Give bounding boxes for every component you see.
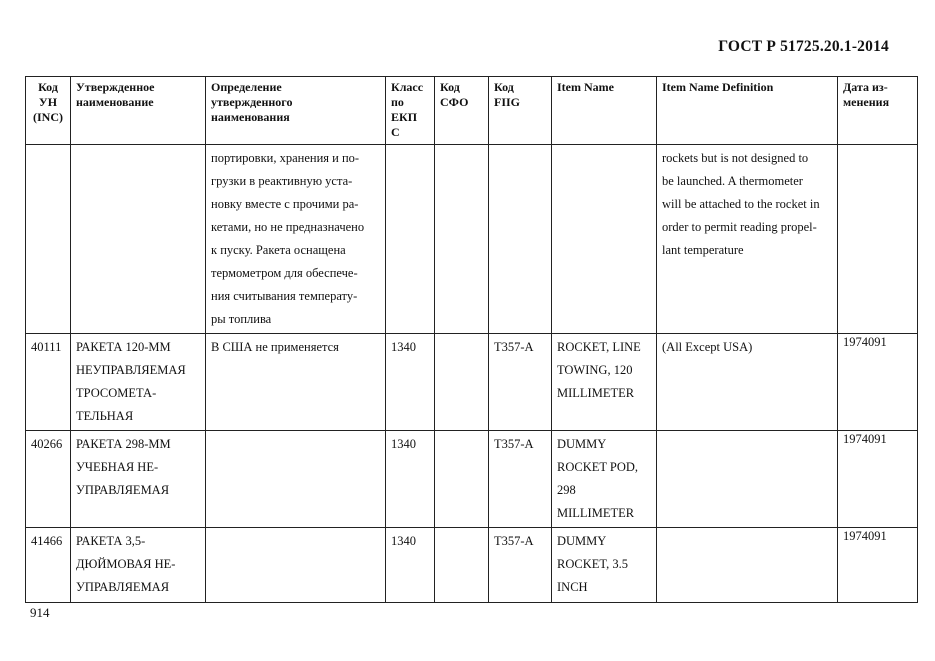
- cell-definition-ru: В США не применяется: [206, 334, 386, 431]
- cell-date: [838, 145, 918, 334]
- cell-inc: [26, 145, 71, 334]
- cell-inc: 40266: [26, 431, 71, 528]
- cell-item-name: ROCKET, LINE TOWING, 120 MILLIMETER: [552, 334, 657, 431]
- cell-item-name: DUMMY ROCKET, 3.5 INCH: [552, 528, 657, 603]
- cell-definition-ru: портировки, хранения и по- грузки в реактивную уста- новку вместе с прочими ра- кетами, но не предназначено к пуску. Ракета оснащена термометром для обеспече- ния считывания температу- ры топлива: [206, 145, 386, 334]
- cell-item-def: [657, 431, 838, 528]
- cell-item-def: rockets but is not designed to be launched. A thermometer will be attached to the rocket in order to permit reading propel- lant temperature: [657, 145, 838, 334]
- cell-fiig: T357-A: [489, 528, 552, 603]
- cell-class: 1340: [386, 431, 435, 528]
- cell-sfo: [435, 528, 489, 603]
- document-code: ГОСТ Р 51725.20.1-2014: [718, 38, 889, 55]
- cell-fiig: T357-A: [489, 334, 552, 431]
- cell-item-name: DUMMY ROCKET POD, 298 MILLIMETER: [552, 431, 657, 528]
- table-header-row: [26, 77, 918, 145]
- cell-date: 1974091: [838, 431, 918, 528]
- cell-approved-name: РАКЕТА 3,5- ДЮЙМОВАЯ НЕ- УПРАВЛЯЕМАЯ: [71, 528, 206, 603]
- cell-inc: 40111: [26, 334, 71, 431]
- cell-item-def: (All Except USA): [657, 334, 838, 431]
- col-header-approved-name: Утвержденное наименование: [71, 77, 206, 145]
- col-header-class: Класс по ЕКП С: [386, 77, 435, 145]
- table-row: [26, 528, 918, 603]
- col-header-date: Дата из- менения: [838, 77, 918, 145]
- col-header-definition: Определение утвержденного наименования: [206, 77, 386, 145]
- cell-definition-ru: [206, 528, 386, 603]
- cell-inc: 41466: [26, 528, 71, 603]
- cell-fiig: [489, 145, 552, 334]
- cell-date: 1974091: [838, 528, 918, 603]
- col-header-fiig: Код FIIG: [489, 77, 552, 145]
- table-row-continuation: [26, 145, 918, 334]
- page-number: 914: [30, 605, 50, 620]
- classification-table: [25, 76, 918, 603]
- cell-item-def: [657, 528, 838, 603]
- table-row: [26, 431, 918, 528]
- col-header-item-name: Item Name: [552, 77, 657, 145]
- col-header-sfo: Код СФО: [435, 77, 489, 145]
- cell-definition-ru: [206, 431, 386, 528]
- cell-approved-name: РАКЕТА 298-ММ УЧЕБНАЯ НЕ- УПРАВЛЯЕМАЯ: [71, 431, 206, 528]
- table-row: [26, 334, 918, 431]
- cell-approved-name: [71, 145, 206, 334]
- cell-sfo: [435, 334, 489, 431]
- cell-class: [386, 145, 435, 334]
- cell-item-name: [552, 145, 657, 334]
- col-header-inc: Код УН (INC): [26, 77, 71, 145]
- cell-class: 1340: [386, 528, 435, 603]
- cell-sfo: [435, 431, 489, 528]
- col-header-item-name-definition: Item Name Definition: [657, 77, 838, 145]
- cell-approved-name: РАКЕТА 120-ММ НЕУПРАВЛЯЕМАЯ ТРОСОМЕТА- ТЕЛЬНАЯ: [71, 334, 206, 431]
- cell-fiig: T357-A: [489, 431, 552, 528]
- cell-date: 1974091: [838, 334, 918, 431]
- cell-class: 1340: [386, 334, 435, 431]
- cell-sfo: [435, 145, 489, 334]
